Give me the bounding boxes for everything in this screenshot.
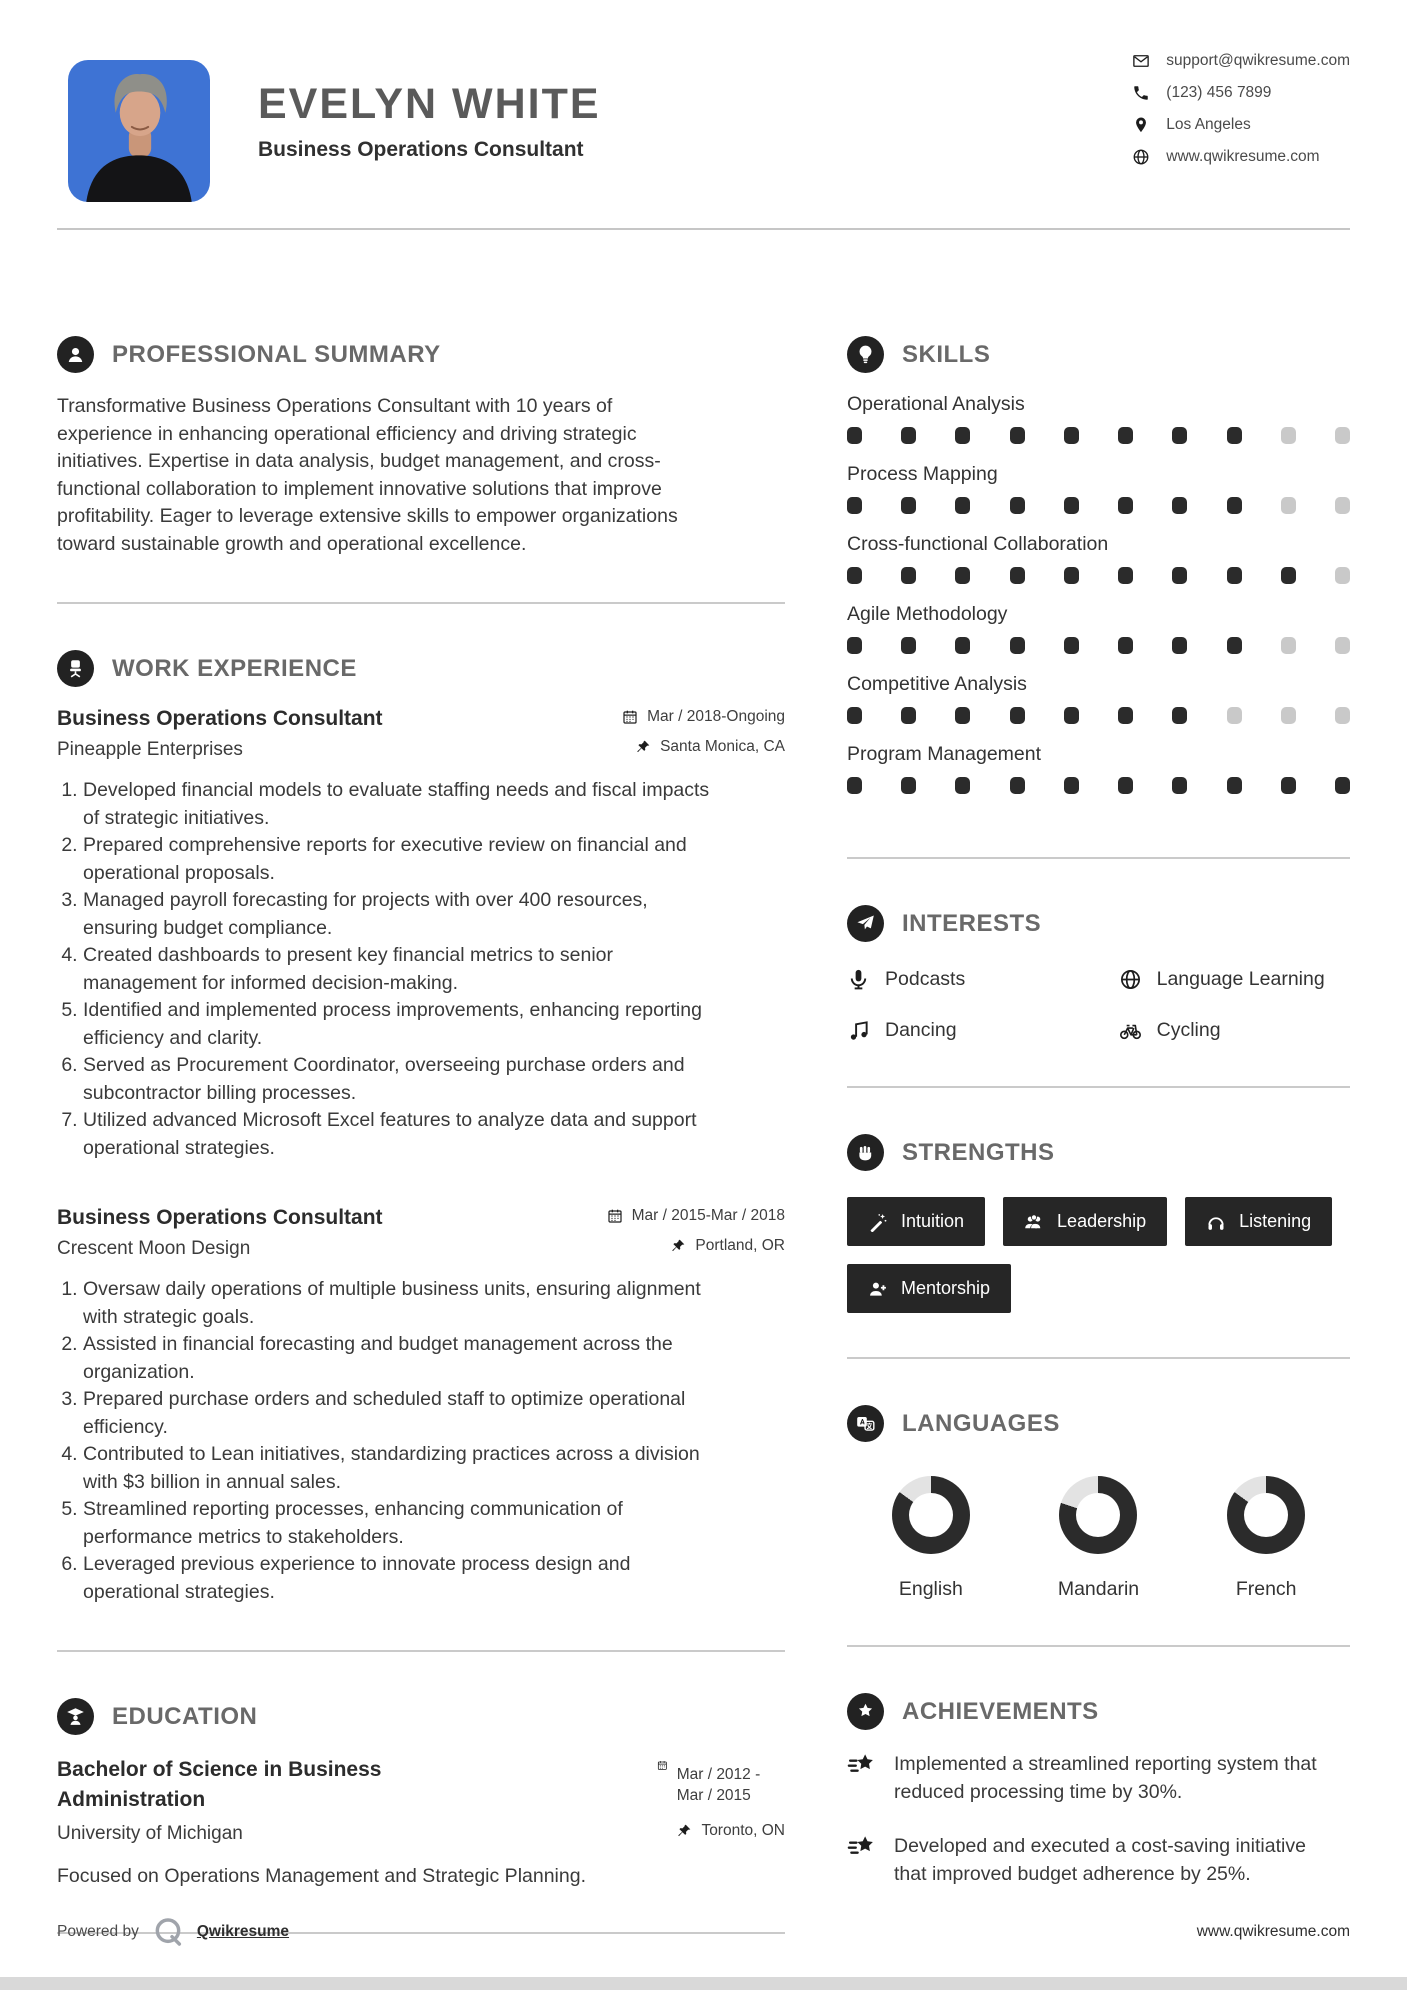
content-columns — [0, 230, 1407, 1934]
skill-dot-filled — [901, 497, 916, 514]
bullet-item: 1. Oversaw daily operations of multiple business units, ensuring alignment with strategic goals. — [83, 1276, 722, 1331]
bottom-strip — [0, 1977, 1407, 1990]
section-achievements — [847, 1647, 1350, 1932]
section-header — [847, 905, 1350, 942]
education-school-row — [57, 1815, 785, 1845]
person-name: EVELYN WHITE — [258, 80, 601, 128]
skill-dot-empty — [1335, 567, 1350, 584]
language-donut-chart — [892, 1476, 970, 1554]
skill-dot-filled — [1227, 637, 1242, 654]
footer — [57, 1916, 1350, 1948]
interest-label: Cycling — [1156, 1019, 1221, 1041]
skill-name: Cross-functional Collaboration — [847, 533, 1109, 555]
job-dates — [622, 708, 785, 726]
school-name: University of Michigan — [57, 1823, 243, 1844]
skills-list — [847, 393, 1350, 794]
degree-title: Bachelor of Science in Business Administration — [57, 1758, 382, 1811]
skill-dot-filled — [1227, 497, 1242, 514]
skill-item — [847, 533, 1350, 584]
office-chair-icon — [57, 650, 94, 687]
bullet-item: 5. Streamlined reporting processes, enhancing communication of performance metrics to stakeholders. — [83, 1496, 722, 1551]
skill-dot-empty — [1335, 427, 1350, 444]
skill-dot-filled — [1118, 777, 1133, 794]
education-title-row — [57, 1755, 785, 1815]
skill-dot-filled — [847, 637, 862, 654]
job-location-text: Santa Monica, CA — [660, 738, 785, 755]
skill-level-dots — [847, 427, 1350, 444]
section-header — [57, 650, 785, 687]
section-skills — [847, 230, 1350, 859]
section-header — [847, 1693, 1350, 1730]
section-title: STRENGTHS — [902, 1138, 1055, 1166]
skill-item — [847, 603, 1350, 654]
section-header — [57, 1698, 785, 1735]
section-header — [847, 336, 1350, 373]
user-icon — [57, 336, 94, 373]
skill-level-dots — [847, 497, 1350, 514]
job-title: Business Operations Consultant — [57, 1206, 383, 1229]
magic-wand-icon — [868, 1212, 888, 1232]
interest-item — [1119, 1019, 1350, 1042]
bullet-item: 4. Created dashboards to present key financial metrics to senior management for informed decision-making. — [83, 942, 722, 997]
interest-label: Language Learning — [1156, 968, 1325, 990]
job-dates-text: Mar / 2015-Mar / 2018 — [631, 1207, 785, 1224]
skill-dot-filled — [1172, 777, 1187, 794]
skill-dot-filled — [1064, 707, 1079, 724]
interest-label: Dancing — [885, 1019, 957, 1041]
section-title: LANGUAGES — [902, 1409, 1060, 1437]
skill-dot-filled — [1010, 497, 1025, 514]
skill-dot-filled — [1281, 567, 1296, 584]
shooting-star-icon — [847, 1832, 877, 1862]
skill-dot-filled — [1118, 637, 1133, 654]
bullet-item: 1. Developed financial models to evaluate staffing needs and fiscal impacts of strategic initiatives. — [83, 777, 722, 832]
section-interests — [847, 859, 1350, 1088]
strength-label: Intuition — [901, 1211, 965, 1231]
calendar-icon — [657, 1757, 668, 1773]
skill-dot-filled — [955, 497, 970, 514]
skill-dot-filled — [955, 567, 970, 584]
strength-label: Leadership — [1057, 1211, 1147, 1231]
skill-dot-filled — [1172, 567, 1187, 584]
skill-dot-empty — [1281, 497, 1296, 514]
interest-item — [847, 1019, 1119, 1042]
section-languages — [847, 1359, 1350, 1647]
strength-badge — [847, 1264, 1011, 1313]
bullet-item: 7. Utilized advanced Microsoft Excel features to analyze data and support operational strategies. — [83, 1107, 722, 1162]
section-title: INTERESTS — [902, 909, 1042, 937]
job-company-row — [57, 1230, 785, 1260]
section-education — [57, 1652, 785, 1934]
skill-dot-filled — [1064, 427, 1079, 444]
section-title: SKILLS — [902, 340, 991, 368]
job-location-text: Portland, OR — [695, 1237, 785, 1254]
contact-item — [1132, 116, 1350, 134]
skill-dot-filled — [1064, 497, 1079, 514]
job-dates — [607, 1207, 785, 1225]
achievements-list — [847, 1750, 1350, 1888]
strength-badge — [1185, 1197, 1332, 1246]
bullet-item: 2. Assisted in financial forecasting and budget management across the organization. — [83, 1331, 722, 1386]
skill-dot-filled — [847, 777, 862, 794]
skill-name: Program Management — [847, 743, 1042, 765]
fist-icon — [847, 1134, 884, 1171]
skill-dot-filled — [1227, 777, 1242, 794]
skill-dot-empty — [1281, 427, 1296, 444]
bullet-item: 3. Prepared purchase orders and scheduled staff to optimize operational efficiency. — [83, 1386, 722, 1441]
skill-dot-filled — [1064, 637, 1079, 654]
skill-dot-filled — [1172, 637, 1187, 654]
email-icon — [1132, 52, 1150, 70]
location-pin-icon — [1132, 116, 1150, 134]
achievement-item — [847, 1832, 1350, 1888]
job-company-row — [57, 731, 785, 761]
skill-dot-filled — [1010, 777, 1025, 794]
skill-dot-filled — [1118, 707, 1133, 724]
skill-dot-filled — [847, 427, 862, 444]
skill-dot-filled — [1118, 567, 1133, 584]
strength-label: Mentorship — [901, 1278, 991, 1298]
job-title-row — [57, 1206, 785, 1230]
skill-level-dots — [847, 567, 1350, 584]
identity-block — [258, 50, 601, 162]
skill-dot-filled — [1335, 777, 1350, 794]
language-item — [1015, 1476, 1183, 1601]
star-badge-icon — [847, 1693, 884, 1730]
skill-name: Agile Methodology — [847, 603, 1008, 625]
section-title: PROFESSIONAL SUMMARY — [112, 340, 441, 368]
graduation-cap-icon — [57, 1698, 94, 1735]
interest-item — [847, 968, 1119, 991]
section-work-experience — [57, 604, 785, 1652]
language-donut-chart — [1227, 1476, 1305, 1554]
left-column — [57, 230, 785, 1934]
footer-website: www.qwikresume.com — [1196, 1923, 1350, 1940]
skill-dot-filled — [1172, 497, 1187, 514]
interest-item — [1119, 968, 1350, 991]
phone-icon — [1132, 84, 1150, 102]
users-icon — [1024, 1212, 1044, 1232]
education-location — [676, 1822, 785, 1840]
interest-label: Podcasts — [885, 968, 966, 990]
pushpin-icon — [670, 1238, 686, 1254]
globe-icon — [1119, 968, 1142, 991]
pushpin-icon — [635, 739, 651, 755]
job-dates-text: Mar / 2018-Ongoing — [647, 708, 785, 725]
skill-dot-empty — [1227, 707, 1242, 724]
skill-dot-filled — [901, 777, 916, 794]
skill-dot-filled — [1118, 497, 1133, 514]
lightbulb-icon — [847, 336, 884, 373]
language-item — [1182, 1476, 1350, 1601]
skill-dot-filled — [1010, 707, 1025, 724]
skill-dot-filled — [1010, 637, 1025, 654]
skill-dot-empty — [1281, 707, 1296, 724]
microphone-icon — [847, 968, 870, 991]
education-location-text: Toronto, ON — [701, 1822, 785, 1839]
job-title: Business Operations Consultant — [57, 707, 383, 730]
language-name: English — [898, 1578, 963, 1600]
skill-dot-filled — [1010, 427, 1025, 444]
headphones-icon — [1206, 1212, 1226, 1232]
language-name: Mandarin — [1057, 1578, 1140, 1600]
skill-dot-filled — [1227, 567, 1242, 584]
language-charts — [847, 1476, 1350, 1601]
skill-dot-filled — [847, 497, 862, 514]
contact-text: support@qwikresume.com — [1166, 52, 1350, 69]
pushpin-icon — [676, 1823, 692, 1839]
music-note-icon — [847, 1019, 870, 1042]
skill-level-dots — [847, 777, 1350, 794]
paper-plane-icon — [847, 905, 884, 942]
company-name: Crescent Moon Design — [57, 1238, 251, 1259]
contact-list — [1132, 50, 1350, 166]
bullet-item: 6. Leveraged previous experience to innovate process design and operational strategies. — [83, 1551, 722, 1606]
qwikresume-logo-icon — [152, 1916, 184, 1948]
bicycle-icon — [1119, 1019, 1142, 1042]
skill-item — [847, 393, 1350, 444]
calendar-icon — [607, 1208, 623, 1224]
skill-dot-filled — [1281, 777, 1296, 794]
section-header — [847, 1405, 1350, 1442]
globe-icon — [1132, 148, 1150, 166]
bullet-item: 6. Served as Procurement Coordinator, overseeing purchase orders and subcontractor billing processes. — [83, 1052, 722, 1107]
language-name: French — [1235, 1578, 1297, 1600]
right-column — [847, 230, 1350, 1932]
contact-item — [1132, 84, 1350, 102]
bullet-item: 4. Contributed to Lean initiatives, standardizing practices across a division with $3 billion in annual sales. — [83, 1441, 722, 1496]
bullet-item: 3. Managed payroll forecasting for projects with over 400 resources, ensuring budget compliance. — [83, 887, 722, 942]
skill-level-dots — [847, 707, 1350, 724]
skill-dot-filled — [1227, 427, 1242, 444]
skill-level-dots — [847, 637, 1350, 654]
language-item — [847, 1476, 1015, 1601]
skill-dot-filled — [1064, 567, 1079, 584]
section-title: EDUCATION — [112, 1702, 258, 1730]
summary-text: Transformative Business Operations Consultant with 10 years of experience in enhancing operational efficiency and driving strategic initiatives. Expertise in data analysis, budget management, and cross-functional collaboration to implement innovative solutions that improve profitability. Eager to leverage extensive skills to empower organizations toward sustainable growth and operational excellence. — [57, 395, 678, 555]
job-entry — [57, 707, 785, 1162]
skill-dot-filled — [955, 637, 970, 654]
skill-dot-empty — [1335, 707, 1350, 724]
skill-dot-empty — [1335, 497, 1350, 514]
skill-dot-filled — [1010, 567, 1025, 584]
translate-icon — [847, 1405, 884, 1442]
strength-badges — [847, 1197, 1350, 1313]
contact-item — [1132, 148, 1350, 166]
skill-name: Competitive Analysis — [847, 673, 1027, 695]
company-name: Pineapple Enterprises — [57, 739, 243, 760]
skill-dot-filled — [955, 777, 970, 794]
skill-dot-filled — [847, 567, 862, 584]
education-note: Focused on Operations Management and Strategic Planning. — [57, 1865, 586, 1887]
contact-item — [1132, 52, 1350, 70]
skill-dot-filled — [955, 427, 970, 444]
section-title: WORK EXPERIENCE — [112, 654, 357, 682]
strength-label: Listening — [1239, 1211, 1312, 1231]
contact-text: Los Angeles — [1166, 116, 1251, 133]
contact-text: (123) 456 7899 — [1166, 84, 1272, 101]
skill-dot-filled — [901, 637, 916, 654]
bullet-item: 5. Identified and implemented process improvements, enhancing reporting efficiency and clarity. — [83, 997, 722, 1052]
powered-by-text: Powered by — [57, 1923, 139, 1940]
skill-dot-empty — [1281, 637, 1296, 654]
bullet-list — [57, 777, 722, 1162]
header — [0, 0, 1407, 202]
section-professional-summary — [57, 230, 785, 604]
shooting-star-icon — [847, 1750, 877, 1780]
skill-dot-empty — [1335, 637, 1350, 654]
user-plus-icon — [868, 1279, 888, 1299]
skill-dot-filled — [1172, 707, 1187, 724]
bullet-list — [57, 1276, 722, 1606]
job-entry — [57, 1206, 785, 1606]
job-title-row — [57, 707, 785, 731]
qwikresume-link[interactable]: Qwikresume — [196, 1923, 290, 1940]
strength-badge — [847, 1197, 985, 1246]
achievement-text: Implemented a streamlined reporting system that reduced processing time by 30%. — [894, 1753, 1317, 1803]
achievement-text: Developed and executed a cost-saving initiative that improved budget adherence by 25%. — [894, 1835, 1306, 1885]
avatar — [68, 60, 210, 202]
skill-dot-filled — [955, 707, 970, 724]
skill-name: Process Mapping — [847, 463, 998, 485]
skill-dot-filled — [901, 567, 916, 584]
profile-photo — [68, 60, 210, 202]
section-header — [57, 336, 785, 373]
job-location — [635, 738, 785, 756]
section-header — [847, 1134, 1350, 1171]
skill-item — [847, 673, 1350, 724]
interests-grid — [847, 968, 1350, 1042]
job-location — [670, 1237, 785, 1255]
contact-text: www.qwikresume.com — [1166, 148, 1320, 165]
skill-dot-filled — [1118, 427, 1133, 444]
bullet-item: 2. Prepared comprehensive reports for executive review on financial and operational proposals. — [83, 832, 722, 887]
education-dates-text: Mar / 2012 - Mar / 2015 — [676, 1766, 761, 1804]
skill-name: Operational Analysis — [847, 393, 1025, 415]
skill-item — [847, 463, 1350, 514]
skill-dot-filled — [1172, 427, 1187, 444]
skill-dot-filled — [1064, 777, 1079, 794]
calendar-icon — [622, 709, 638, 725]
skill-dot-filled — [901, 707, 916, 724]
achievement-item — [847, 1750, 1350, 1806]
person-title: Business Operations Consultant — [258, 138, 584, 161]
skill-dot-filled — [901, 427, 916, 444]
section-title: ACHIEVEMENTS — [902, 1697, 1099, 1725]
powered-by — [57, 1916, 289, 1948]
education-dates — [657, 1755, 785, 1815]
strength-badge — [1003, 1197, 1167, 1246]
skill-item — [847, 743, 1350, 794]
section-strengths — [847, 1088, 1350, 1359]
language-donut-chart — [1059, 1476, 1137, 1554]
skill-dot-filled — [847, 707, 862, 724]
